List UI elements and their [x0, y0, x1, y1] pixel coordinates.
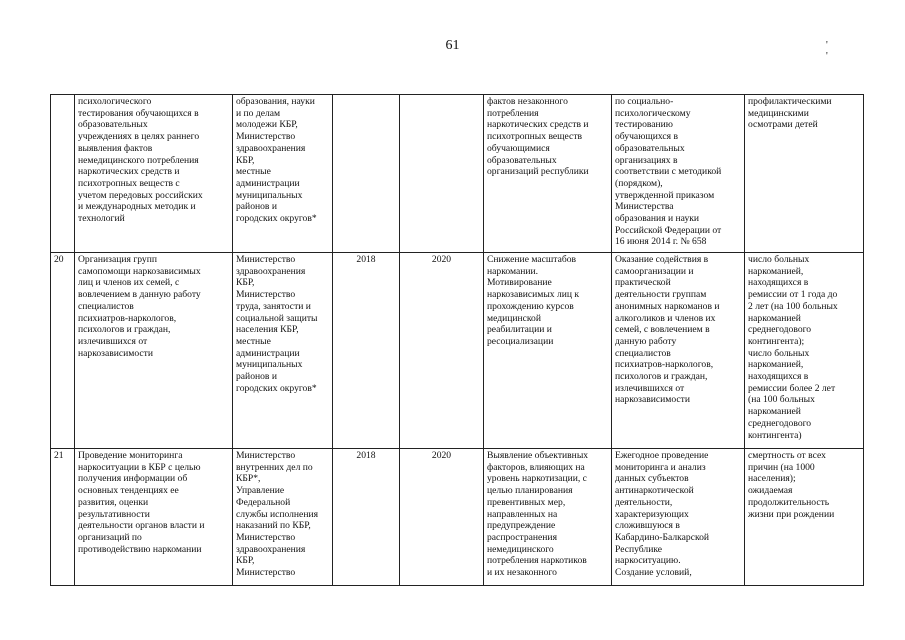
end-year-cell: 2020: [400, 253, 484, 449]
results-cell: Снижение масштабов наркомании. Мотивирование наркозависимых лиц к прохождению курсов медицинской реабилитации и ресоциализации: [484, 253, 612, 449]
end-year-cell: [400, 95, 484, 253]
program-table: [50, 94, 864, 586]
table-row: [51, 95, 864, 253]
activity-cell: психологического тестирования обучающихся в образовательных учреждениях в целях раннего выявления фактов немедицинского потребления наркотических средств и психотропных веществ с учетом передовых российских и международных методик и технологий: [75, 95, 233, 253]
content-cell: по социально- психологическому тестированию обучающихся в образовательных организациях в соответствии с методикой (порядком), утвержденной приказом Министерства образования и науки Российской Федерации от 16 июня 2014 г. № 658: [612, 95, 745, 253]
content-cell: Ежегодное проведение мониторинга и анализ данных субъектов антинаркотической деятельности, характеризующих сложившуюся в Кабардино-Балкарской Республике наркоситуацию. Создание условий,: [612, 449, 745, 586]
row-number: 20: [51, 253, 75, 449]
indicators-cell: число больных наркоманией, находящихся в ремиссии от 1 года до 2 лет (на 100 больных наркоманией среднегодового контингента); число больных наркоманией, находящихся в ремиссии более 2 лет (на 100 больных наркоманией среднегодового контингента): [745, 253, 864, 449]
table-row: [51, 253, 864, 449]
content-cell: Оказание содействия в самоорганизации и практической деятельности группам анонимных наркоманов и алкоголиков и членов их семей, с вовлечением в данную работу специалистов психиатров-наркологов, психологов и граждан, излечившихся от наркозависимости: [612, 253, 745, 449]
scan-marks: ' ': [826, 40, 858, 62]
results-cell: Выявление объективных факторов, влияющих на уровень наркотизации, с целью планирования превентивных мер, направленных на предупреждение распространения немедицинского потребления наркотиков и их незаконного: [484, 449, 612, 586]
activity-cell: Организация групп самопомощи наркозависимых лиц и членов их семей, с вовлечением в данную работу специалистов психиатров-наркологов, психологов и граждан, излечившихся от наркозависимости: [75, 253, 233, 449]
activity-cell: Проведение мониторинга наркоситуации в КБР с целью получения информации об основных тенденциях ее развития, оценки результативности деятельности органов власти и организаций по противодействию наркомании: [75, 449, 233, 586]
results-cell: фактов незаконного потребления наркотических средств и психотропных веществ обучающимися образовательных организаций республики: [484, 95, 612, 253]
indicators-cell: смертность от всех причин (на 1000 населения); ожидаемая продолжительность жизни при рождении: [745, 449, 864, 586]
start-year-cell: 2018: [333, 449, 400, 586]
page-number: 61: [445, 38, 460, 53]
row-number: 21: [51, 449, 75, 586]
end-year-cell: 2020: [400, 449, 484, 586]
row-number: [51, 95, 75, 253]
table-row: [51, 449, 864, 586]
executors-cell: образования, науки и по делам молодежи КБР, Министерство здравоохранения КБР, местные администрации муниципальных районов и городских округов*: [233, 95, 333, 253]
indicators-cell: профилактическими медицинскими осмотрами детей: [745, 95, 864, 253]
start-year-cell: [333, 95, 400, 253]
executors-cell: Министерство здравоохранения КБР, Министерство труда, занятости и социальной защиты населения КБР, местные администрации муниципальных районов и городских округов*: [233, 253, 333, 449]
start-year-cell: 2018: [333, 253, 400, 449]
executors-cell: Министерство внутренних дел по КБР*, Управление Федеральной службы исполнения наказаний по КБР, Министерство здравоохранения КБР, Министерство: [233, 449, 333, 586]
